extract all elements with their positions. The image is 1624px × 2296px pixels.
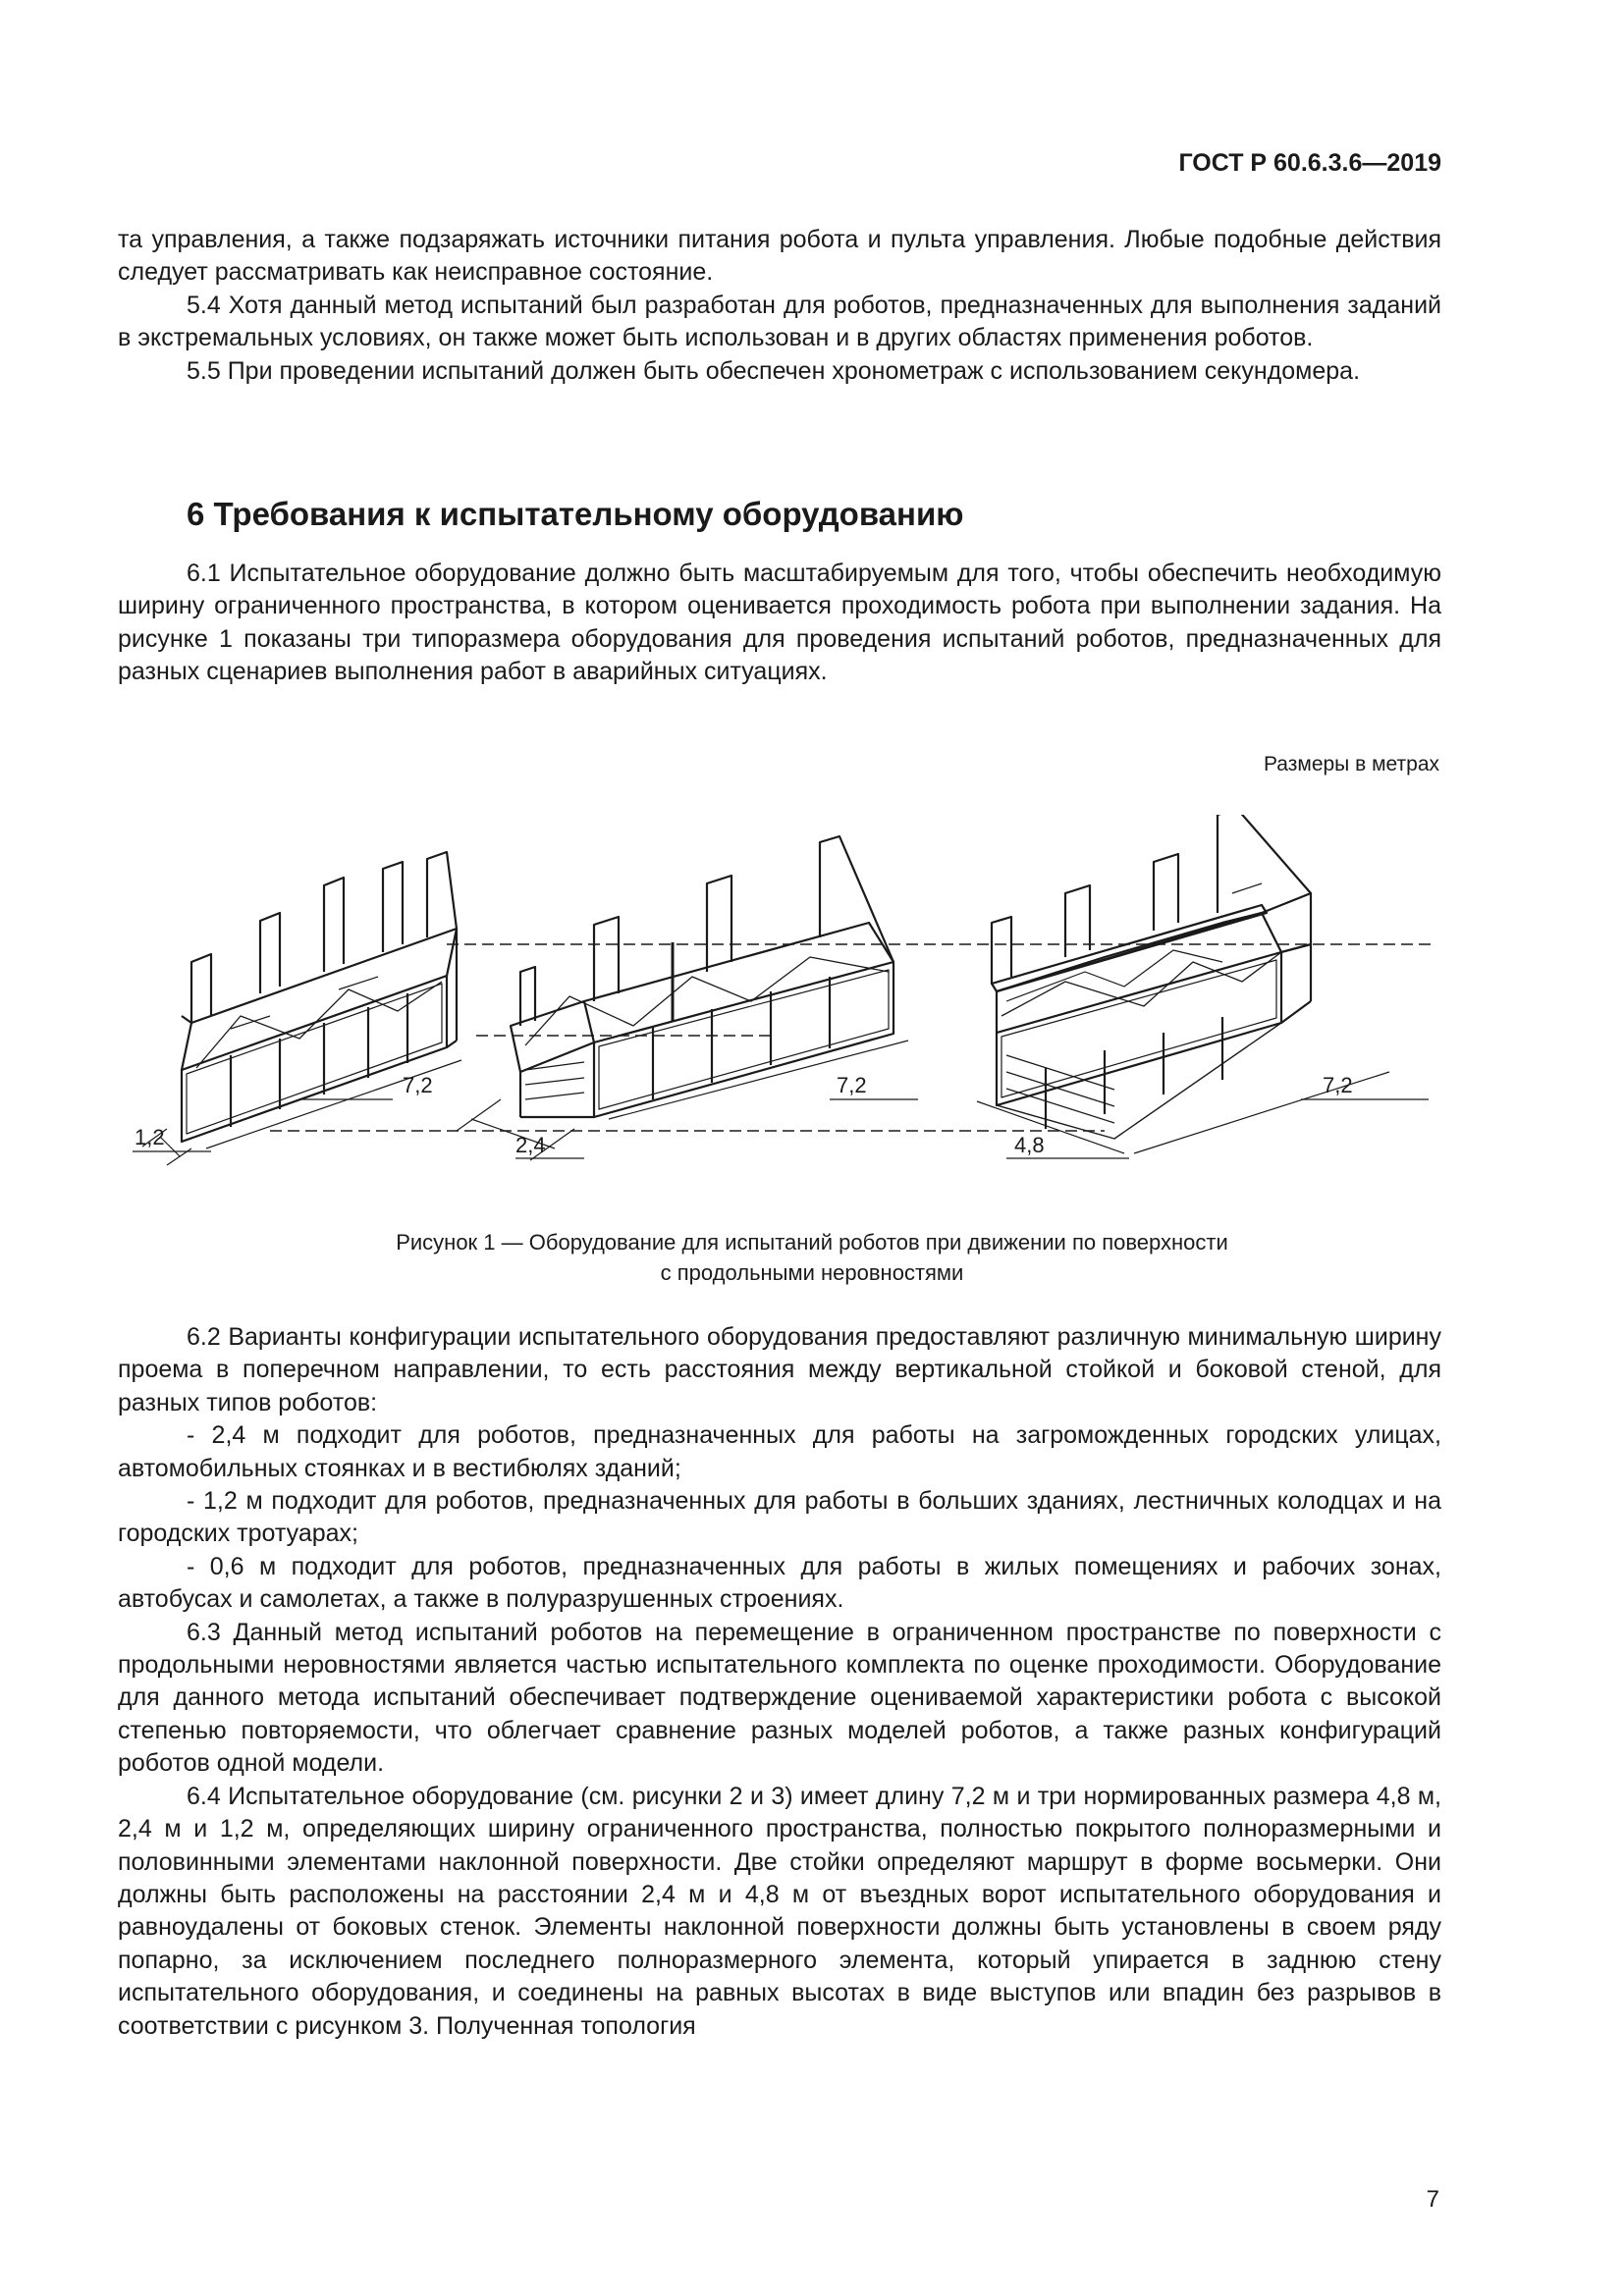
page-number: 7 — [1426, 2186, 1439, 2213]
paragraph-continuation: та управления, а также подзаряжать источники питания робота и пульта управления. Любые подобные действия следует рассматривать как неисправное состояние. — [118, 226, 1441, 287]
section-intro — [118, 558, 1441, 689]
dim-label-length-small: 7,2 — [403, 1073, 433, 1097]
large-test-unit — [977, 815, 1429, 1158]
medium-test-unit — [457, 836, 918, 1160]
dim-label-width-small: 1,2 — [135, 1125, 165, 1149]
paragraph-6-1: 6.1 Испытательное оборудование должно быть масштабируемым для того, чтобы обеспечить необходимую ширину ограниченного пространства, в котором оценивается проходимость робота при выполнении задания. На рисунке 1 показаны три типоразмера оборудования для проведения испытаний роботов, предназначенных для разных сценариев выполнения работ в аварийных ситуациях. — [118, 560, 1441, 686]
dim-label-length-large: 7,2 — [1323, 1073, 1353, 1097]
list-item: - 1,2 м подходит для роботов, предназначенных для работы в больших зданиях, лестничных колодцах и на городских тротуарах; — [118, 1487, 1441, 1548]
paragraph-5-5: 5.5 При проведении испытаний должен быть обеспечен хронометраж с использованием секундомера. — [187, 356, 1361, 385]
intro-text — [118, 224, 1441, 388]
paragraph-6-4: 6.4 Испытательное оборудование (см. рисунки 2 и 3) имеет длину 7,2 м и три нормированных размера 4,8 м, 2,4 м и 1,2 м, определяющих ширину ограниченного пространства, полностью покрытого полноразмерными и половинными элементами наклонной поверхности. Две стойки определяют маршрут в форме восьмерки. Они должны быть расположены на расстоянии 2,4 м и 4,8 м от въездных ворот испытательного оборудования и равноудалены от боковых стенок. Элементы наклонной поверхности должны быть установлены в своем ряду попарно, за исключением последнего полноразмерного элемента, который упирается в заднюю стену испытательного оборудования, и соединены на равных высотах в виде выступов или впадин без разрывов в соответствии с рисунком 3. Полученная топология — [118, 1782, 1441, 2040]
list-item: - 0,6 м подходит для роботов, предназначенных для работы в жилых помещениях и рабочих зонах, автобусах и самолетах, а также в полуразрушенных строениях. — [118, 1552, 1441, 1614]
figure-1-drawing — [123, 815, 1443, 1188]
dim-label-length-medium: 7,2 — [837, 1073, 867, 1097]
list-item: - 2,4 м подходит для роботов, предназначенных для работы на загроможденных городских улицах, автомобильных стоянках и в вестибюлях зданий; — [118, 1421, 1441, 1482]
paragraph-6-3: 6.3 Данный метод испытаний роботов на перемещение в ограниченном пространстве по поверхности с продольными неровностями является частью испытательного комплекта по оценке проходимости. Оборудование для данного метода испытаний обеспечивает подтверждение оцениваемой характеристики робота с высокой степенью повторяемости, что облегчает сравнение разных моделей роботов, а также разных конфигураций роботов одной модели. — [118, 1618, 1441, 1778]
small-test-unit — [133, 852, 461, 1165]
units-note: Размеры в метрах — [1264, 753, 1439, 775]
document-code: ГОСТ Р 60.6.3.6—2019 — [1178, 149, 1441, 177]
paragraph-6-2: 6.2 Варианты конфигурации испытательного оборудования предоставляют различную минимальную ширину проема в поперечном направлении, то есть расстояния между вертикальной стойкой и боковой стеной, для разных типов роботов: — [118, 1323, 1441, 1416]
figure-caption-line-1: Рисунок 1 — Оборудование для испытаний роботов при движении по поверхности — [396, 1230, 1228, 1255]
dim-label-width-large: 4,8 — [1014, 1133, 1045, 1157]
figure-caption — [0, 1227, 1624, 1288]
figure-caption-line-2: с продольными неровностями — [660, 1260, 964, 1285]
paragraph-5-4: 5.4 Хотя данный метод испытаний был разработан для роботов, предназначенных для выполнения заданий в экстремальных условиях, он также может быть использован и в других областях применения роботов. — [118, 291, 1441, 352]
body-text — [118, 1321, 1441, 2043]
dim-label-width-medium: 2,4 — [515, 1133, 546, 1157]
section-heading: 6 Требования к испытательному оборудованию — [187, 496, 964, 532]
